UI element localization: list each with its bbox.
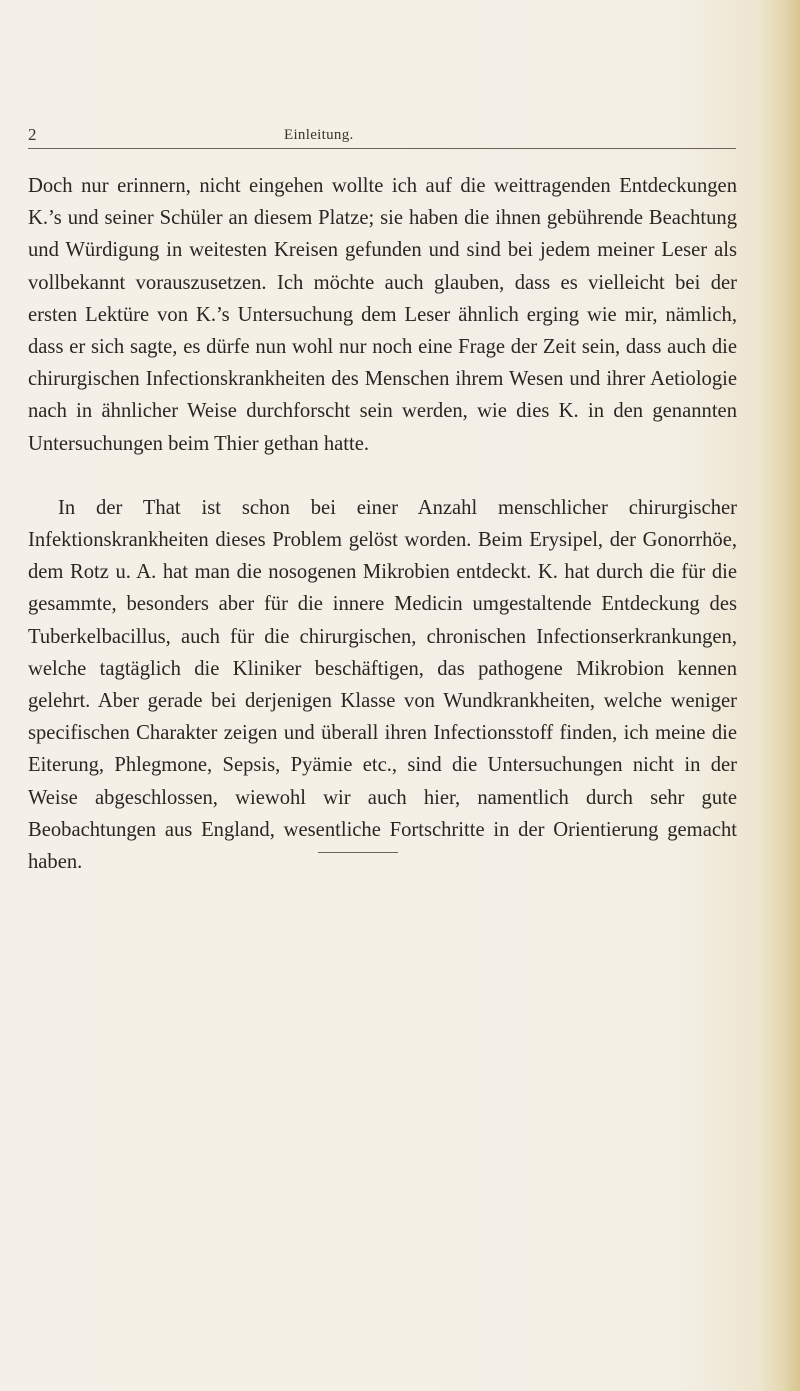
- paragraph-1: Doch nur erinnern, nicht eingehen wollte ich auf die weittragenden Entdeckungen K.’s und seiner Schüler an diesem Platze; sie haben die ihnen gebührende Beachtung und Würdigung in weitesten Kreisen gefunden und sind bei jedem meiner Leser als vollbekannt vorauszusetzen. Ich möchte auch glauben, dass es vielleicht bei der ersten Lektüre von K.’s Untersuchung dem Leser ähnlich erging wie mir, nämlich, dass er sich sagte, es dürfe nun wohl nur noch eine Frage der Zeit sein, dass auch die chirurgischen Infectionskrankheiten des Menschen ihrem Wesen und ihrer Aetiologie nach in ähnlicher Weise durchforscht sein werden, wie dies K. in den genannten Untersuchungen beim Thier gethan hatte.: [28, 175, 737, 455]
- section-end-rule: [318, 852, 398, 853]
- body-text: [28, 170, 737, 878]
- page-header: [28, 125, 738, 151]
- page-number: 2: [28, 125, 37, 144]
- page-edge-shading: [760, 0, 800, 1391]
- header-rule: [28, 148, 736, 149]
- running-head: Einleitung.: [284, 127, 354, 143]
- paragraph-2: In der That ist schon bei einer Anzahl menschlicher chirurgischer Infektionskrankheiten dieses Problem gelöst worden. Beim Erysipel, der Gonorrhöe, dem Rotz u. A. hat man die nosogenen Mikrobien entdeckt. K. hat durch die für die gesammte, besonders aber für die innere Medicin umgestaltende Entdeckung des Tuberkelbacillus, auch für die chirurgischen, chronischen Infectionserkrankungen, welche tagtäglich die Kliniker beschäftigen, das pathogene Mikrobion kennen gelehrt. Aber gerade bei derjenigen Klasse von Wundkrankheiten, welche weniger specifischen Charakter zeigen und überall ihren Infectionsstoff finden, ich meine die Eiterung, Phlegmone, Sepsis, Pyämie etc., sind die Untersuchungen nicht in der Weise abgeschlossen, wiewohl wir auch hier, namentlich durch sehr gute Beobachtungen aus England, wesentliche Fortschritte in der Orientierung gemacht haben.: [28, 496, 737, 874]
